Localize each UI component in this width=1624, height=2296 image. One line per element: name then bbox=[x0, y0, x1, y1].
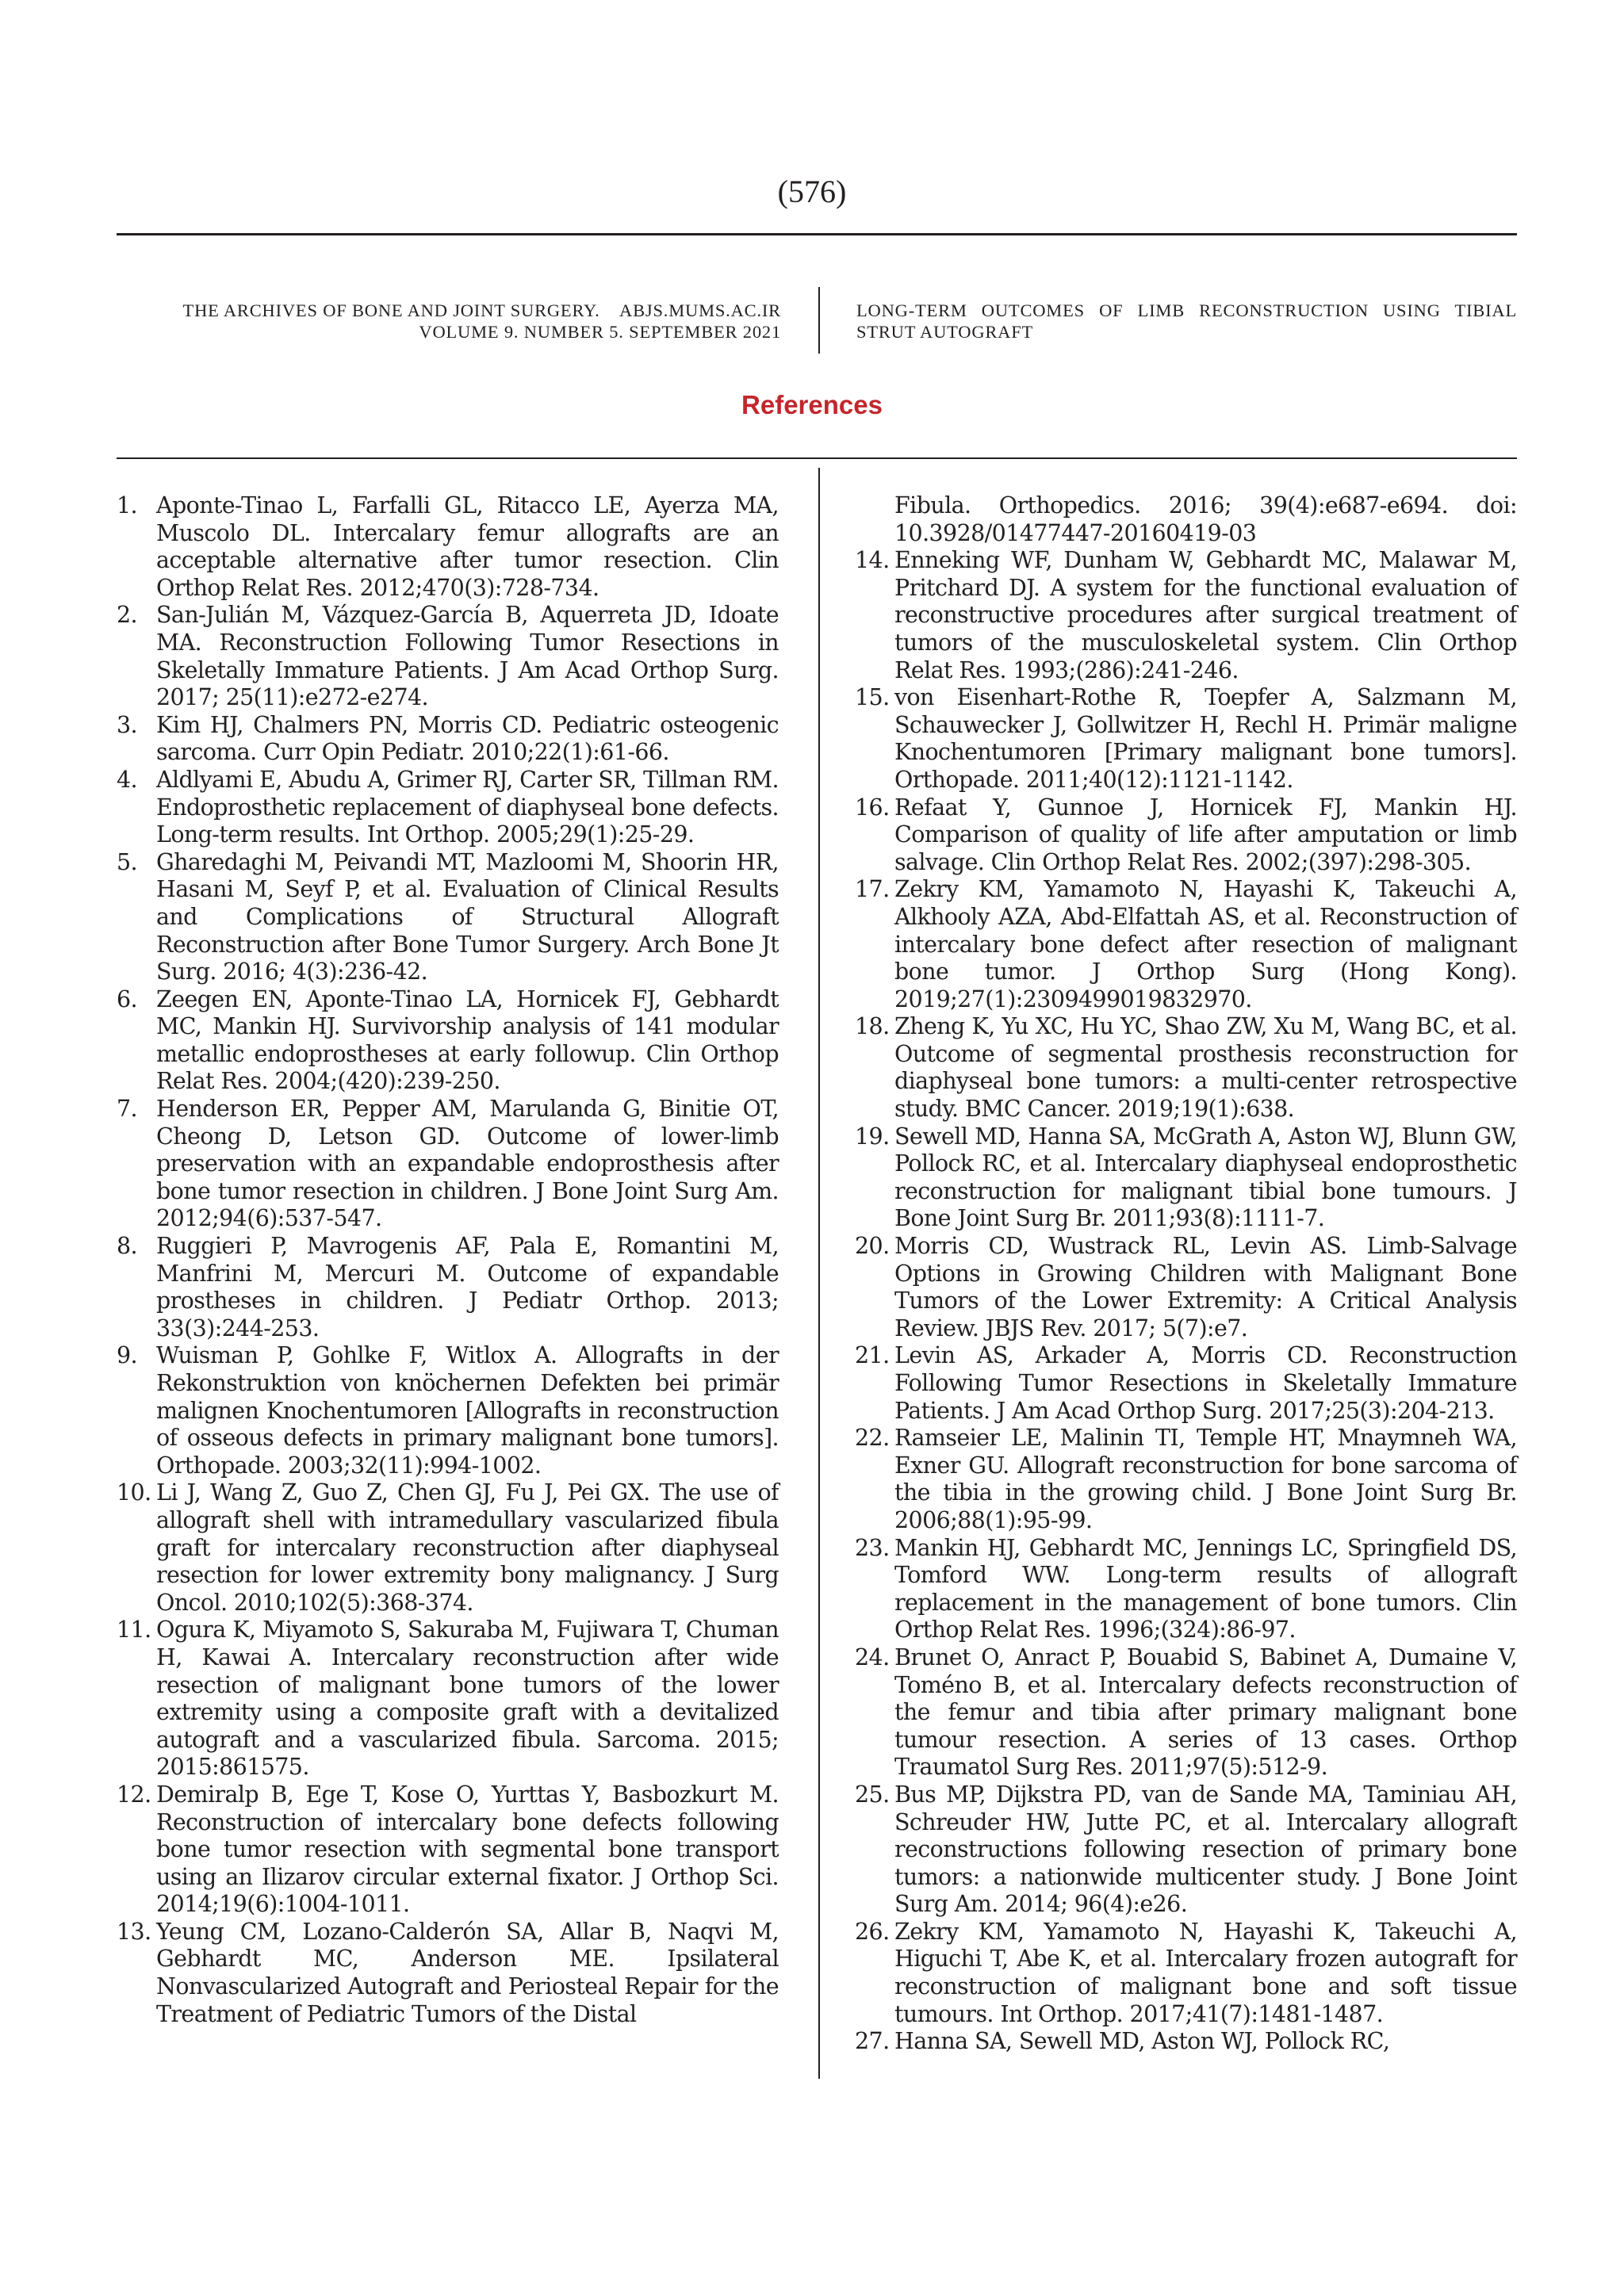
reference-item bbox=[117, 1479, 779, 1617]
journal-volume-line: VOLUME 9. NUMBER 5. SEPTEMBER 2021 bbox=[419, 322, 781, 342]
reference-item bbox=[855, 1123, 1517, 1233]
reference-number: 2. bbox=[117, 602, 137, 629]
reference-text: Levin AS, Arkader A, Morris CD. Reconstruction Following Tumor Resections in Skeletally Immature Patients. J Am Acad Orthop Surg. 2017;25(3):204-213. bbox=[894, 1342, 1517, 1424]
reference-number: 15. bbox=[855, 684, 890, 711]
reference-item bbox=[117, 986, 779, 1096]
reference-number: 17. bbox=[855, 876, 890, 903]
references-right-column bbox=[855, 492, 1517, 2056]
reference-text: Ramseier LE, Malinin TI, Temple HT, Mnaymneh WA, Exner GU. Allograft reconstruction for bone sarcoma of the tibia in the growing child. J Bone Joint Surg Br. 2006;88(1):95-99. bbox=[894, 1425, 1517, 1533]
reference-number: 13. bbox=[117, 1918, 151, 1945]
reference-number: 10. bbox=[117, 1479, 151, 1506]
reference-number: 1. bbox=[117, 492, 137, 519]
reference-text: Aponte-Tinao L, Farfalli GL, Ritacco LE, Ayerza MA, Muscolo DL. Intercalary femur allografts are an acceptable alternative after tumor resection. Clin Orthop Relat Res. 2012;470(3):728-734. bbox=[156, 492, 779, 601]
reference-item bbox=[117, 712, 779, 767]
reference-number: 22. bbox=[855, 1425, 890, 1452]
reference-text: Kim HJ, Chalmers PN, Morris CD. Pediatric osteogenic sarcoma. Curr Opin Pediatr. 2010;22(1):61-66. bbox=[156, 711, 779, 766]
reference-item bbox=[117, 849, 779, 986]
reference-number: 16. bbox=[855, 794, 890, 821]
reference-number: 4. bbox=[117, 766, 137, 793]
reference-item bbox=[855, 1644, 1517, 1781]
reference-text: Li J, Wang Z, Guo Z, Chen GJ, Fu J, Pei GX. The use of allograft shell with intramedullary vascularized fibula graft for intercalary reconstruction after diaphyseal resection for lower extremity bony malignancy. J Surg Oncol. 2010;102(5):368-374. bbox=[156, 1479, 779, 1616]
reference-item bbox=[855, 1342, 1517, 1425]
references-left-column bbox=[117, 492, 779, 2028]
reference-text: Ruggieri P, Mavrogenis AF, Pala E, Romantini M, Manfrini M, Mercuri M. Outcome of expandable prostheses in children. J Pediatr Orthop. 2013; 33(3):244-253. bbox=[156, 1233, 779, 1341]
reference-text: Mankin HJ, Gebhardt MC, Jennings LC, Springfield DS, Tomford WW. Long-term results of allograft replacement in the management of bone tumors. Clin Orthop Relat Res. 1996;(324):86-97. bbox=[894, 1534, 1517, 1644]
reference-item bbox=[117, 602, 779, 711]
reference-item bbox=[855, 2028, 1517, 2056]
reference-item bbox=[855, 684, 1517, 794]
reference-item bbox=[117, 1617, 779, 1781]
reference-number: 24. bbox=[855, 1644, 890, 1670]
reference-item bbox=[855, 1233, 1517, 1342]
page-number: (576) bbox=[777, 174, 847, 209]
reference-text: Gharedaghi M, Peivandi MT, Mazloomi M, Shoorin HR, Hasani M, Seyf P, et al. Evaluation of Clinical Results and Complications of Structural Allograft Reconstruction after Bone Tumor Surgery. Arch Bone Jt Surg. 2016; 4(3):236-42. bbox=[156, 848, 779, 985]
reference-text: Refaat Y, Gunnoe J, Hornicek FJ, Mankin HJ. Comparison of quality of life after amputation or limb salvage. Clin Orthop Relat Res. 2002;(397):298-305. bbox=[894, 794, 1517, 875]
reference-number: 8. bbox=[117, 1233, 137, 1260]
reference-text: San-Julián M, Vázquez-García B, Aquerreta JD, Idoate MA. Reconstruction Following Tumor Resections in Skeletally Immature Patients. J Am Acad Orthop Surg. 2017; 25(11):e272-e274. bbox=[156, 602, 779, 711]
reference-text: Demiralp B, Ege T, Kose O, Yurttas Y, Basbozkurt M. Reconstruction of intercalary bone defects following bone tumor resection with segmental bone transport using an Ilizarov circular external fixator. J Orthop Sci. 2014;19(6):1004-1011. bbox=[156, 1781, 779, 1918]
reference-text: Wuisman P, Gohlke F, Witlox A. Allografts in der Rekonstruktion von knöchernen Defekten bei primär malignen Knochentumoren [Allografts in reconstruction of osseous defects in primary malignant bone tumors]. Orthopade. 2003;32(11):994-1002. bbox=[156, 1342, 779, 1479]
section-rule bbox=[117, 457, 1517, 459]
reference-item bbox=[117, 1781, 779, 1919]
article-running-head: LONG-TERM OUTCOMES OF LIMB RECONSTRUCTION USING TIBIAL STRUT AUTOGRAFT bbox=[856, 300, 1517, 342]
reference-number: 19. bbox=[855, 1123, 890, 1150]
reference-continuation: Fibula. Orthopedics. 2016; 39(4):e687-e694. doi: 10.3928/01477447-20160419-03 bbox=[894, 492, 1517, 546]
reference-number: 25. bbox=[855, 1781, 890, 1808]
reference-number: 21. bbox=[855, 1342, 890, 1369]
reference-text: Hanna SA, Sewell MD, Aston WJ, Pollock RC, bbox=[894, 2028, 1390, 2055]
reference-number: 20. bbox=[855, 1233, 890, 1260]
section-title: References bbox=[741, 390, 883, 419]
reference-text: Zekry KM, Yamamoto N, Hayashi K, Takeuchi A, Alkhooly AZA, Abd-Elfattah AS, et al. Reconstruction of intercalary bone defect after resection of malignant bone tumor. J Orthop Surg (Hong Kong). 2019;27(1):2309499019832970. bbox=[894, 876, 1517, 1012]
column-divider bbox=[818, 468, 820, 2079]
reference-item bbox=[117, 492, 779, 602]
reference-number: 5. bbox=[117, 848, 137, 875]
reference-text: von Eisenhart-Rothe R, Toepfer A, Salzmann M, Schauwecker J, Gollwitzer H, Rechl H. Primär maligne Knochentumoren [Primary malignant bone tumors]. Orthopade. 2011;40(12):1121-1142. bbox=[894, 684, 1517, 793]
reference-item bbox=[855, 1425, 1517, 1534]
reference-text: Sewell MD, Hanna SA, McGrath A, Aston WJ, Blunn GW, Pollock RC, et al. Intercalary diaphyseal endoprosthetic reconstruction for malignant tibial bone tumours. J Bone Joint Surg Br. 2011;93(8):1111-7. bbox=[894, 1123, 1517, 1232]
reference-text: Yeung CM, Lozano-Calderón SA, Allar B, Naqvi M, Gebhardt MC, Anderson ME. Ipsilateral Nonvascularized Autograft and Periosteal Repair for the Treatment of Pediatric Tumors of the Distal bbox=[156, 1918, 779, 2027]
reference-text: Ogura K, Miyamoto S, Sakuraba M, Fujiwara T, Chuman H, Kawai A. Intercalary reconstruction after wide resection of malignant bone tumors of the lower extremity using a composite graft with a devitalized autograft and a vascularized fibula. Sarcoma. 2015; 2015:861575. bbox=[156, 1617, 779, 1781]
reference-number: 3. bbox=[117, 711, 137, 738]
reference-text: Morris CD, Wustrack RL, Levin AS. Limb-Salvage Options in Growing Children with Malignant Bone Tumors of the Lower Extremity: A Critical Analysis Review. JBJS Rev. 2017; 5(7):e7. bbox=[894, 1233, 1517, 1341]
reference-item bbox=[855, 1781, 1517, 1919]
reference-number: 7. bbox=[117, 1096, 137, 1123]
reference-item bbox=[117, 1342, 779, 1479]
reference-item bbox=[117, 1919, 779, 2028]
reference-item bbox=[855, 1013, 1517, 1123]
reference-text: Aldlyami E, Abudu A, Grimer RJ, Carter SR, Tillman RM. Endoprosthetic replacement of diaphyseal bone defects. Long-term results. Int Orthop. 2005;29(1):25-29. bbox=[156, 766, 779, 848]
reference-item bbox=[855, 794, 1517, 877]
reference-number: 6. bbox=[117, 985, 137, 1012]
reference-text: Brunet O, Anract P, Bouabid S, Babinet A, Dumaine V, Toméno B, et al. Intercalary defects reconstruction of the femur and tibia after primary malignant bone tumour resection. A series of 13 cases. Orthop Traumatol Surg Res. 2011;97(5):512-9. bbox=[894, 1644, 1517, 1781]
reference-item bbox=[117, 767, 779, 849]
reference-number: 18. bbox=[855, 1013, 890, 1040]
running-head-divider bbox=[818, 287, 820, 354]
reference-text: Zekry KM, Yamamoto N, Hayashi K, Takeuchi A, Higuchi T, Abe K, et al. Intercalary frozen autograft for reconstruction of malignant bone and soft tissue tumours. Int Orthop. 2017;41(7):1481-1487. bbox=[894, 1918, 1517, 2027]
top-rule bbox=[117, 233, 1517, 235]
reference-text: Zeegen EN, Aponte-Tinao LA, Hornicek FJ, Gebhardt MC, Mankin HJ. Survivorship analysis of 141 modular metallic endoprostheses at early followup. Clin Orthop Relat Res. 2004;(420):239-250. bbox=[156, 985, 779, 1095]
journal-running-head bbox=[159, 300, 781, 342]
journal-name-line: THE ARCHIVES OF BONE AND JOINT SURGERY. ABJS.MUMS.AC.IR bbox=[182, 300, 781, 320]
reference-item bbox=[117, 1233, 779, 1342]
reference-text: Bus MP, Dijkstra PD, van de Sande MA, Taminiau AH, Schreuder HW, Jutte PC, et al. Intercalary allograft reconstructions following resection of primary bone tumors: a nationwide multicenter study. J Bone Joint Surg Am. 2014; 96(4):e26. bbox=[894, 1781, 1517, 1918]
reference-item bbox=[855, 1919, 1517, 2028]
reference-text: Zheng K, Yu XC, Hu YC, Shao ZW, Xu M, Wang BC, et al. Outcome of segmental prosthesis reconstruction for diaphyseal bone tumors: a multi-center retrospective study. BMC Cancer. 2019;19(1):638. bbox=[894, 1013, 1517, 1123]
reference-number: 27. bbox=[855, 2028, 890, 2055]
reference-number: 9. bbox=[117, 1342, 137, 1369]
reference-number: 26. bbox=[855, 1918, 890, 1945]
reference-item bbox=[855, 547, 1517, 684]
reference-number: 14. bbox=[855, 547, 890, 574]
reference-item bbox=[855, 876, 1517, 1013]
reference-number: 23. bbox=[855, 1534, 890, 1561]
reference-item bbox=[117, 1096, 779, 1233]
reference-number: 11. bbox=[117, 1617, 151, 1644]
reference-text: Enneking WF, Dunham W, Gebhardt MC, Malawar M, Pritchard DJ. A system for the functional evaluation of reconstructive procedures after surgical treatment of tumors of the musculoskeletal system. Clin Orthop Relat Res. 1993;(286):241-246. bbox=[894, 547, 1517, 683]
reference-item bbox=[855, 1535, 1517, 1644]
reference-number: 12. bbox=[117, 1781, 151, 1808]
reference-text: Henderson ER, Pepper AM, Marulanda G, Binitie OT, Cheong D, Letson GD. Outcome of lower-limb preservation with an expandable endoprosthesis after bone tumor resection in children. J Bone Joint Surg Am. 2012;94(6):537-547. bbox=[156, 1096, 779, 1232]
